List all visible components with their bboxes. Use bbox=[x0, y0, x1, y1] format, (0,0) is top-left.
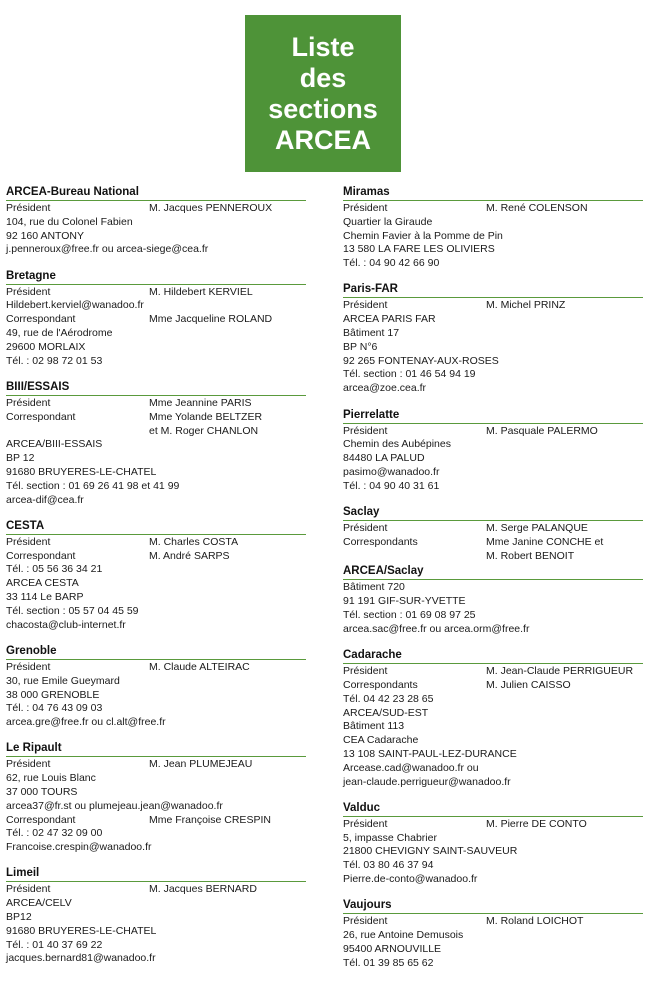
contact-line: Tél. : 04 76 43 09 03 bbox=[6, 702, 103, 715]
role-label: Correspondants bbox=[343, 535, 418, 548]
person-name: M. André SARPS bbox=[149, 549, 230, 562]
contact-line: 91680 BRUYERES-LE-CHATEL bbox=[6, 924, 157, 937]
contact-line: 21800 CHEVIGNY SAINT-SAUVEUR bbox=[343, 845, 518, 858]
contact-line: ARCEA CESTA bbox=[6, 577, 79, 590]
contact-line: Pierre.de-conto@wanadoo.fr bbox=[343, 872, 478, 885]
role-row bbox=[343, 202, 643, 216]
section-vaujours bbox=[343, 899, 643, 983]
person-name: Mme Jacqueline ROLAND bbox=[149, 313, 273, 326]
section-arcea-bureau-national bbox=[6, 186, 306, 270]
role-label: Correspondants bbox=[343, 678, 418, 691]
section-limeil bbox=[6, 867, 306, 978]
person-name: M. Jacques PENNEROUX bbox=[149, 202, 273, 214]
person-name: M. Jacques BERNARD bbox=[149, 883, 257, 896]
contact-line: chacosta@club-internet.fr bbox=[6, 618, 126, 631]
contact-line: 104, rue du Colonel Fabien bbox=[6, 215, 133, 228]
contact-line: Tél. : 02 47 32 09 00 bbox=[6, 827, 103, 840]
person-name: M. Jean PLUMEJEAU bbox=[149, 758, 253, 771]
contact-line: ARCEA PARIS FAR bbox=[343, 313, 436, 326]
role-row bbox=[343, 665, 643, 679]
contact-line: Chemin des Aubépines bbox=[343, 438, 451, 451]
role-label: Président bbox=[6, 660, 51, 673]
role-row bbox=[6, 397, 306, 411]
person-name: Mme Yolande BELTZER bbox=[149, 410, 263, 423]
contact-line: Bâtiment 720 bbox=[343, 581, 405, 594]
contact-line: 62, rue Louis Blanc bbox=[6, 772, 96, 785]
role-row bbox=[343, 522, 643, 536]
role-label: Président bbox=[343, 817, 388, 830]
role-label: Président bbox=[343, 665, 388, 678]
contact-line: BP12 bbox=[6, 911, 32, 924]
section-heading: Cadarache bbox=[343, 649, 643, 664]
section-heading: Grenoble bbox=[6, 645, 306, 660]
contact-line: 95400 ARNOUVILLE bbox=[343, 942, 442, 955]
role-label: Président bbox=[343, 299, 388, 312]
role-label bbox=[6, 425, 149, 439]
contact-line: Hildebert.kerviel@wanadoo.fr bbox=[6, 299, 144, 312]
role-row bbox=[6, 550, 306, 564]
person-name: M. Robert BENOIT bbox=[486, 549, 575, 562]
person-name: M. René COLENSON bbox=[486, 202, 588, 214]
contact-line: CEA Cadarache bbox=[343, 734, 419, 747]
contact-line: arcea.gre@free.fr ou cl.alt@free.fr bbox=[6, 716, 166, 729]
section-heading: BIII/ESSAIS bbox=[6, 381, 306, 396]
page-title bbox=[245, 15, 401, 172]
contact-line: 91 191 GIF-SUR-YVETTE bbox=[343, 595, 466, 608]
role-row bbox=[6, 425, 306, 439]
contact-line: 13 580 LA FARE LES OLIVIERS bbox=[343, 243, 495, 256]
contact-line: Tél. 01 39 85 65 62 bbox=[343, 956, 434, 969]
role-row bbox=[6, 814, 306, 828]
contact-line: 13 108 SAINT-PAUL-LEZ-DURANCE bbox=[343, 747, 517, 760]
role-row bbox=[343, 536, 643, 550]
section-heading: Limeil bbox=[6, 867, 306, 882]
contact-line: 29600 MORLAIX bbox=[6, 340, 86, 353]
contact-line: arcea.sac@free.fr ou arcea.orm@free.fr bbox=[343, 622, 530, 635]
person-name: Mme Jeannine PARIS bbox=[149, 396, 252, 409]
section-arcea-saclay bbox=[343, 565, 643, 649]
contact-line: Tél. section : 01 46 54 94 19 bbox=[343, 368, 476, 381]
role-label: Président bbox=[6, 202, 51, 214]
role-row bbox=[6, 758, 306, 772]
contact-line: BP N°6 bbox=[343, 340, 378, 353]
title-line: Liste bbox=[291, 31, 355, 62]
contact-line: jean-claude.perrigueur@wanadoo.fr bbox=[343, 775, 511, 788]
contact-line: arcea-dif@cea.fr bbox=[6, 493, 84, 506]
role-label: Président bbox=[343, 202, 388, 214]
person-name: M. Pasquale PALERMO bbox=[486, 424, 598, 437]
section-pierrelatte bbox=[343, 409, 643, 506]
contact-line: pasimo@wanadoo.fr bbox=[343, 465, 440, 478]
contact-line: 84480 LA PALUD bbox=[343, 452, 425, 465]
contact-line: j.penneroux@free.fr ou arcea-siege@cea.fr bbox=[6, 243, 209, 256]
role-row bbox=[6, 536, 306, 550]
section-bretagne bbox=[6, 270, 306, 381]
section-heading: CESTA bbox=[6, 520, 306, 535]
section-heading: Saclay bbox=[343, 506, 643, 521]
role-label: Président bbox=[6, 285, 51, 298]
contact-line: Tél. : 04 90 42 66 90 bbox=[343, 257, 440, 270]
section-biii-essais bbox=[6, 381, 306, 520]
contact-line: Tél. 03 80 46 37 94 bbox=[343, 859, 434, 872]
section-cadarache bbox=[343, 649, 643, 802]
section-valduc bbox=[343, 802, 643, 899]
section-saclay bbox=[343, 506, 643, 565]
contact-line: jacques.bernard81@wanadoo.fr bbox=[6, 952, 156, 965]
role-label: Président bbox=[6, 535, 51, 548]
person-name: Mme Janine CONCHE et bbox=[486, 535, 604, 548]
role-row bbox=[343, 425, 643, 439]
role-label: Président bbox=[6, 883, 51, 896]
role-row bbox=[343, 915, 643, 929]
role-label: Correspondant bbox=[6, 813, 76, 826]
role-label: Président bbox=[343, 424, 388, 437]
contact-line: Francoise.crespin@wanadoo.fr bbox=[6, 841, 152, 854]
person-name: M. Pierre DE CONTO bbox=[486, 817, 587, 830]
person-name: M. Julien CAISSO bbox=[486, 678, 571, 691]
section-heading: Valduc bbox=[343, 802, 643, 817]
contact-line: Tél. : 01 40 37 69 22 bbox=[6, 938, 103, 951]
role-label: Président bbox=[6, 396, 51, 409]
contact-line: 5, impasse Chabrier bbox=[343, 831, 437, 844]
role-label: Président bbox=[6, 758, 51, 771]
contact-line: Tél. : 04 90 40 31 61 bbox=[343, 479, 440, 492]
role-row bbox=[6, 286, 306, 300]
role-label: Président bbox=[343, 522, 388, 535]
contact-line: 37 000 TOURS bbox=[6, 786, 78, 798]
role-row bbox=[6, 411, 306, 425]
person-name: M. Serge PALANQUE bbox=[486, 522, 588, 535]
role-row bbox=[6, 883, 306, 897]
contact-line: 33 114 Le BARP bbox=[6, 591, 84, 604]
section-heading: Bretagne bbox=[6, 270, 306, 285]
contact-line: Arcease.cad@wanadoo.fr ou bbox=[343, 761, 479, 774]
role-label bbox=[343, 550, 486, 564]
section-heading: Le Ripault bbox=[6, 742, 306, 757]
section-heading: Miramas bbox=[343, 186, 643, 201]
role-label: Président bbox=[343, 915, 388, 928]
role-row bbox=[343, 818, 643, 832]
section-heading: Paris-FAR bbox=[343, 283, 643, 298]
right-column bbox=[343, 186, 643, 983]
person-name: M. Jean-Claude PERRIGUEUR bbox=[486, 665, 634, 678]
role-row bbox=[343, 679, 643, 693]
person-name: M. Michel PRINZ bbox=[486, 299, 566, 312]
contact-line: BP 12 bbox=[6, 452, 35, 465]
section-heading: ARCEA/Saclay bbox=[343, 565, 643, 580]
section-heading: Vaujours bbox=[343, 899, 643, 914]
role-label: Correspondant bbox=[6, 313, 76, 326]
contact-line: ARCEA/CELV bbox=[6, 897, 72, 910]
contact-line: Tél. section : 01 69 26 41 98 et 41 99 bbox=[6, 479, 180, 492]
section-cesta bbox=[6, 520, 306, 645]
contact-line: 92 265 FONTENAY-AUX-ROSES bbox=[343, 354, 499, 367]
role-row bbox=[6, 313, 306, 327]
contact-line: Tél. 04 42 23 28 65 bbox=[343, 692, 434, 705]
contact-line: Tél. : 05 56 36 34 21 bbox=[6, 563, 103, 576]
contact-line: Tél. section : 05 57 04 45 59 bbox=[6, 604, 139, 617]
left-column bbox=[6, 186, 306, 979]
contact-line: Quartier la Giraude bbox=[343, 215, 433, 228]
role-label: Correspondant bbox=[6, 549, 76, 562]
role-row bbox=[343, 299, 643, 313]
role-row bbox=[343, 550, 643, 564]
contact-line: ARCEA/SUD-EST bbox=[343, 706, 429, 719]
title-line: des bbox=[299, 62, 347, 93]
section-heading: ARCEA-Bureau National bbox=[6, 186, 306, 201]
section-miramas bbox=[343, 186, 643, 283]
section-grenoble bbox=[6, 645, 306, 742]
contact-line: arcea37@fr.st ou plumejeau.jean@wanadoo.fr bbox=[6, 799, 223, 812]
contact-line: 92 160 ANTONY bbox=[6, 229, 85, 242]
person-name: M. Hildebert KERVIEL bbox=[149, 285, 253, 298]
role-row bbox=[6, 202, 306, 216]
section-heading: Pierrelatte bbox=[343, 409, 643, 424]
title-line: ARCEA bbox=[274, 124, 371, 155]
person-name: M. Claude ALTEIRAC bbox=[149, 660, 250, 673]
contact-line: Tél. : 02 98 72 01 53 bbox=[6, 354, 103, 367]
section-paris-far bbox=[343, 283, 643, 408]
title-line: sections bbox=[268, 93, 378, 124]
person-name: M. Roland LOICHOT bbox=[486, 915, 584, 928]
person-name: M. Charles COSTA bbox=[149, 535, 239, 548]
contact-line: 26, rue Antoine Demusois bbox=[343, 929, 464, 942]
contact-line: Bâtiment 17 bbox=[343, 327, 400, 340]
person-name: et M. Roger CHANLON bbox=[149, 424, 259, 437]
role-label: Correspondant bbox=[6, 410, 76, 423]
person-name: Mme Françoise CRESPIN bbox=[149, 813, 271, 826]
contact-line: 91680 BRUYERES-LE-CHATEL bbox=[6, 465, 157, 478]
contact-line: Chemin Favier à la Pomme de Pin bbox=[343, 229, 503, 242]
contact-line: 30, rue Emile Gueymard bbox=[6, 674, 120, 687]
section-le-ripault bbox=[6, 742, 306, 867]
contact-line: ARCEA/BIII-ESSAIS bbox=[6, 438, 103, 451]
contact-line: Bâtiment 113 bbox=[343, 720, 405, 733]
contact-line: 49, rue de l'Aérodrome bbox=[6, 327, 113, 340]
contact-line: arcea@zoe.cea.fr bbox=[343, 382, 427, 395]
contact-line: 38 000 GRENOBLE bbox=[6, 688, 100, 701]
contact-line: Tél. section : 01 69 08 97 25 bbox=[343, 609, 476, 622]
role-row bbox=[6, 661, 306, 675]
